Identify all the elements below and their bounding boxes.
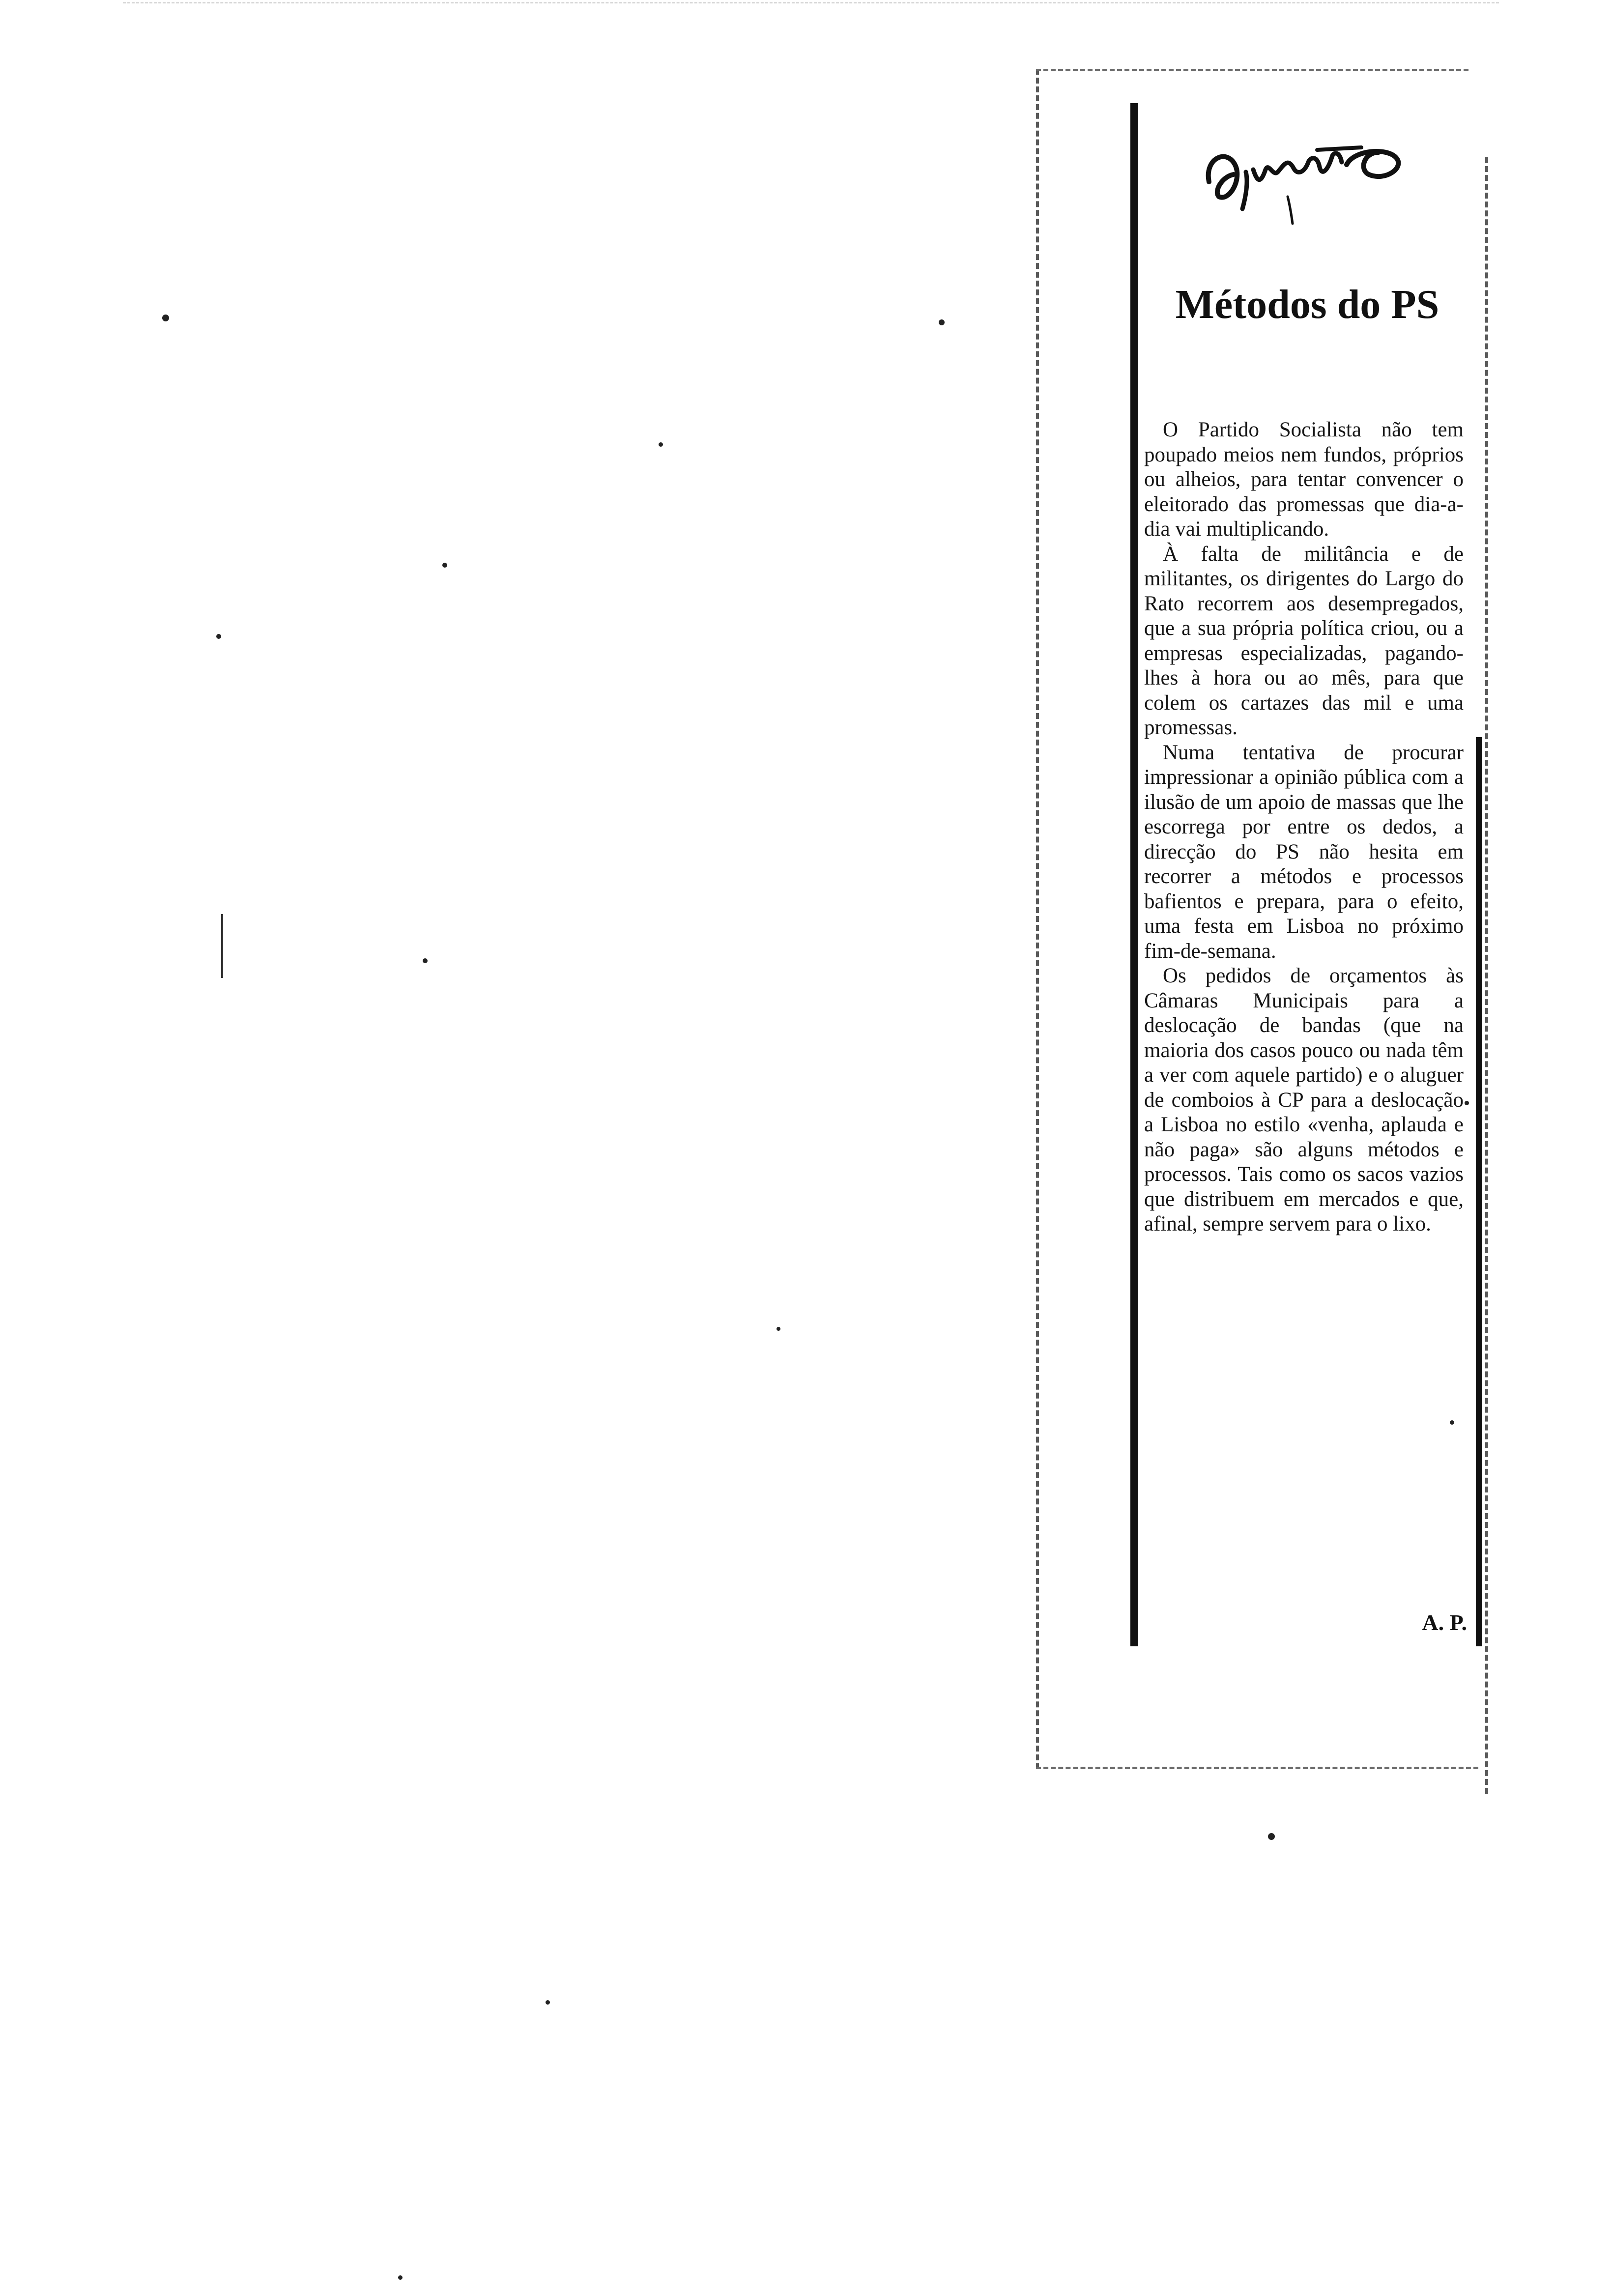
scan-speck — [442, 563, 447, 568]
clipping-right-edge — [1485, 157, 1488, 1794]
column-rule-left — [1130, 103, 1138, 1646]
article-paragraph: O Partido Socialista não tem poupado meios nem fundos, próprios ou alheios, para tentar convencer o eleitorado das promessas que dia-a-dia vai multiplicando. — [1144, 418, 1464, 541]
article — [1130, 103, 1482, 1646]
scan-speck — [939, 319, 945, 325]
scan-speck — [1268, 1833, 1275, 1840]
scan-speck — [423, 958, 428, 963]
author-signature: A. P. — [1422, 1610, 1467, 1635]
scan-speck — [398, 2275, 403, 2280]
scan-speck — [659, 442, 663, 447]
article-paragraph: Os pedidos de orçamentos às Câmaras Municipais para a deslocação de bandas (que na maioria dos casos pouco ou nada têm a ver com aquele partido) e o aluguer de comboios à CP para a deslocação a Lisboa no estilo «venha, aplauda e não paga» são alguns métodos e processos. Tais como os sacos vazios que distribuem em mercados e que, afinal, sempre servem para o lixo. — [1144, 964, 1464, 1235]
diario-masthead-logo — [1199, 123, 1425, 236]
scan-speck — [162, 315, 169, 321]
article-paragraph: À falta de militância e de militantes, os dirigentes do Largo do Rato recorrem aos desempregados, que a sua própria política criou, ou a empresas especializadas, pagando-lhes à hora ou ao mês, para que colem os cartazes das mil e uma promessas. — [1144, 542, 1464, 739]
article-paragraph: Numa tentativa de procurar impressionar a opinião pública com a ilusão de um apoio de massas que lhe escorrega por entre os dedos, a direcção do PS não hesita em recorrer a métodos e processos bafientos e prepara, para o efeito, uma festa em Lisboa no próximo fim-de-semana. — [1144, 741, 1464, 963]
column-rule-right — [1476, 737, 1482, 1646]
scan-speck — [777, 1327, 780, 1331]
clipping-bottom-edge — [1036, 1767, 1478, 1769]
article-headline: Métodos do PS — [1175, 282, 1439, 327]
article-body — [1144, 418, 1464, 1237]
scan-speck — [216, 634, 221, 639]
page-top-edge — [123, 2, 1499, 3]
clipping-left-edge — [1036, 69, 1039, 1769]
scan-speck — [546, 2000, 550, 2005]
scan-mark — [221, 914, 223, 978]
clipping-top-edge — [1036, 69, 1468, 71]
